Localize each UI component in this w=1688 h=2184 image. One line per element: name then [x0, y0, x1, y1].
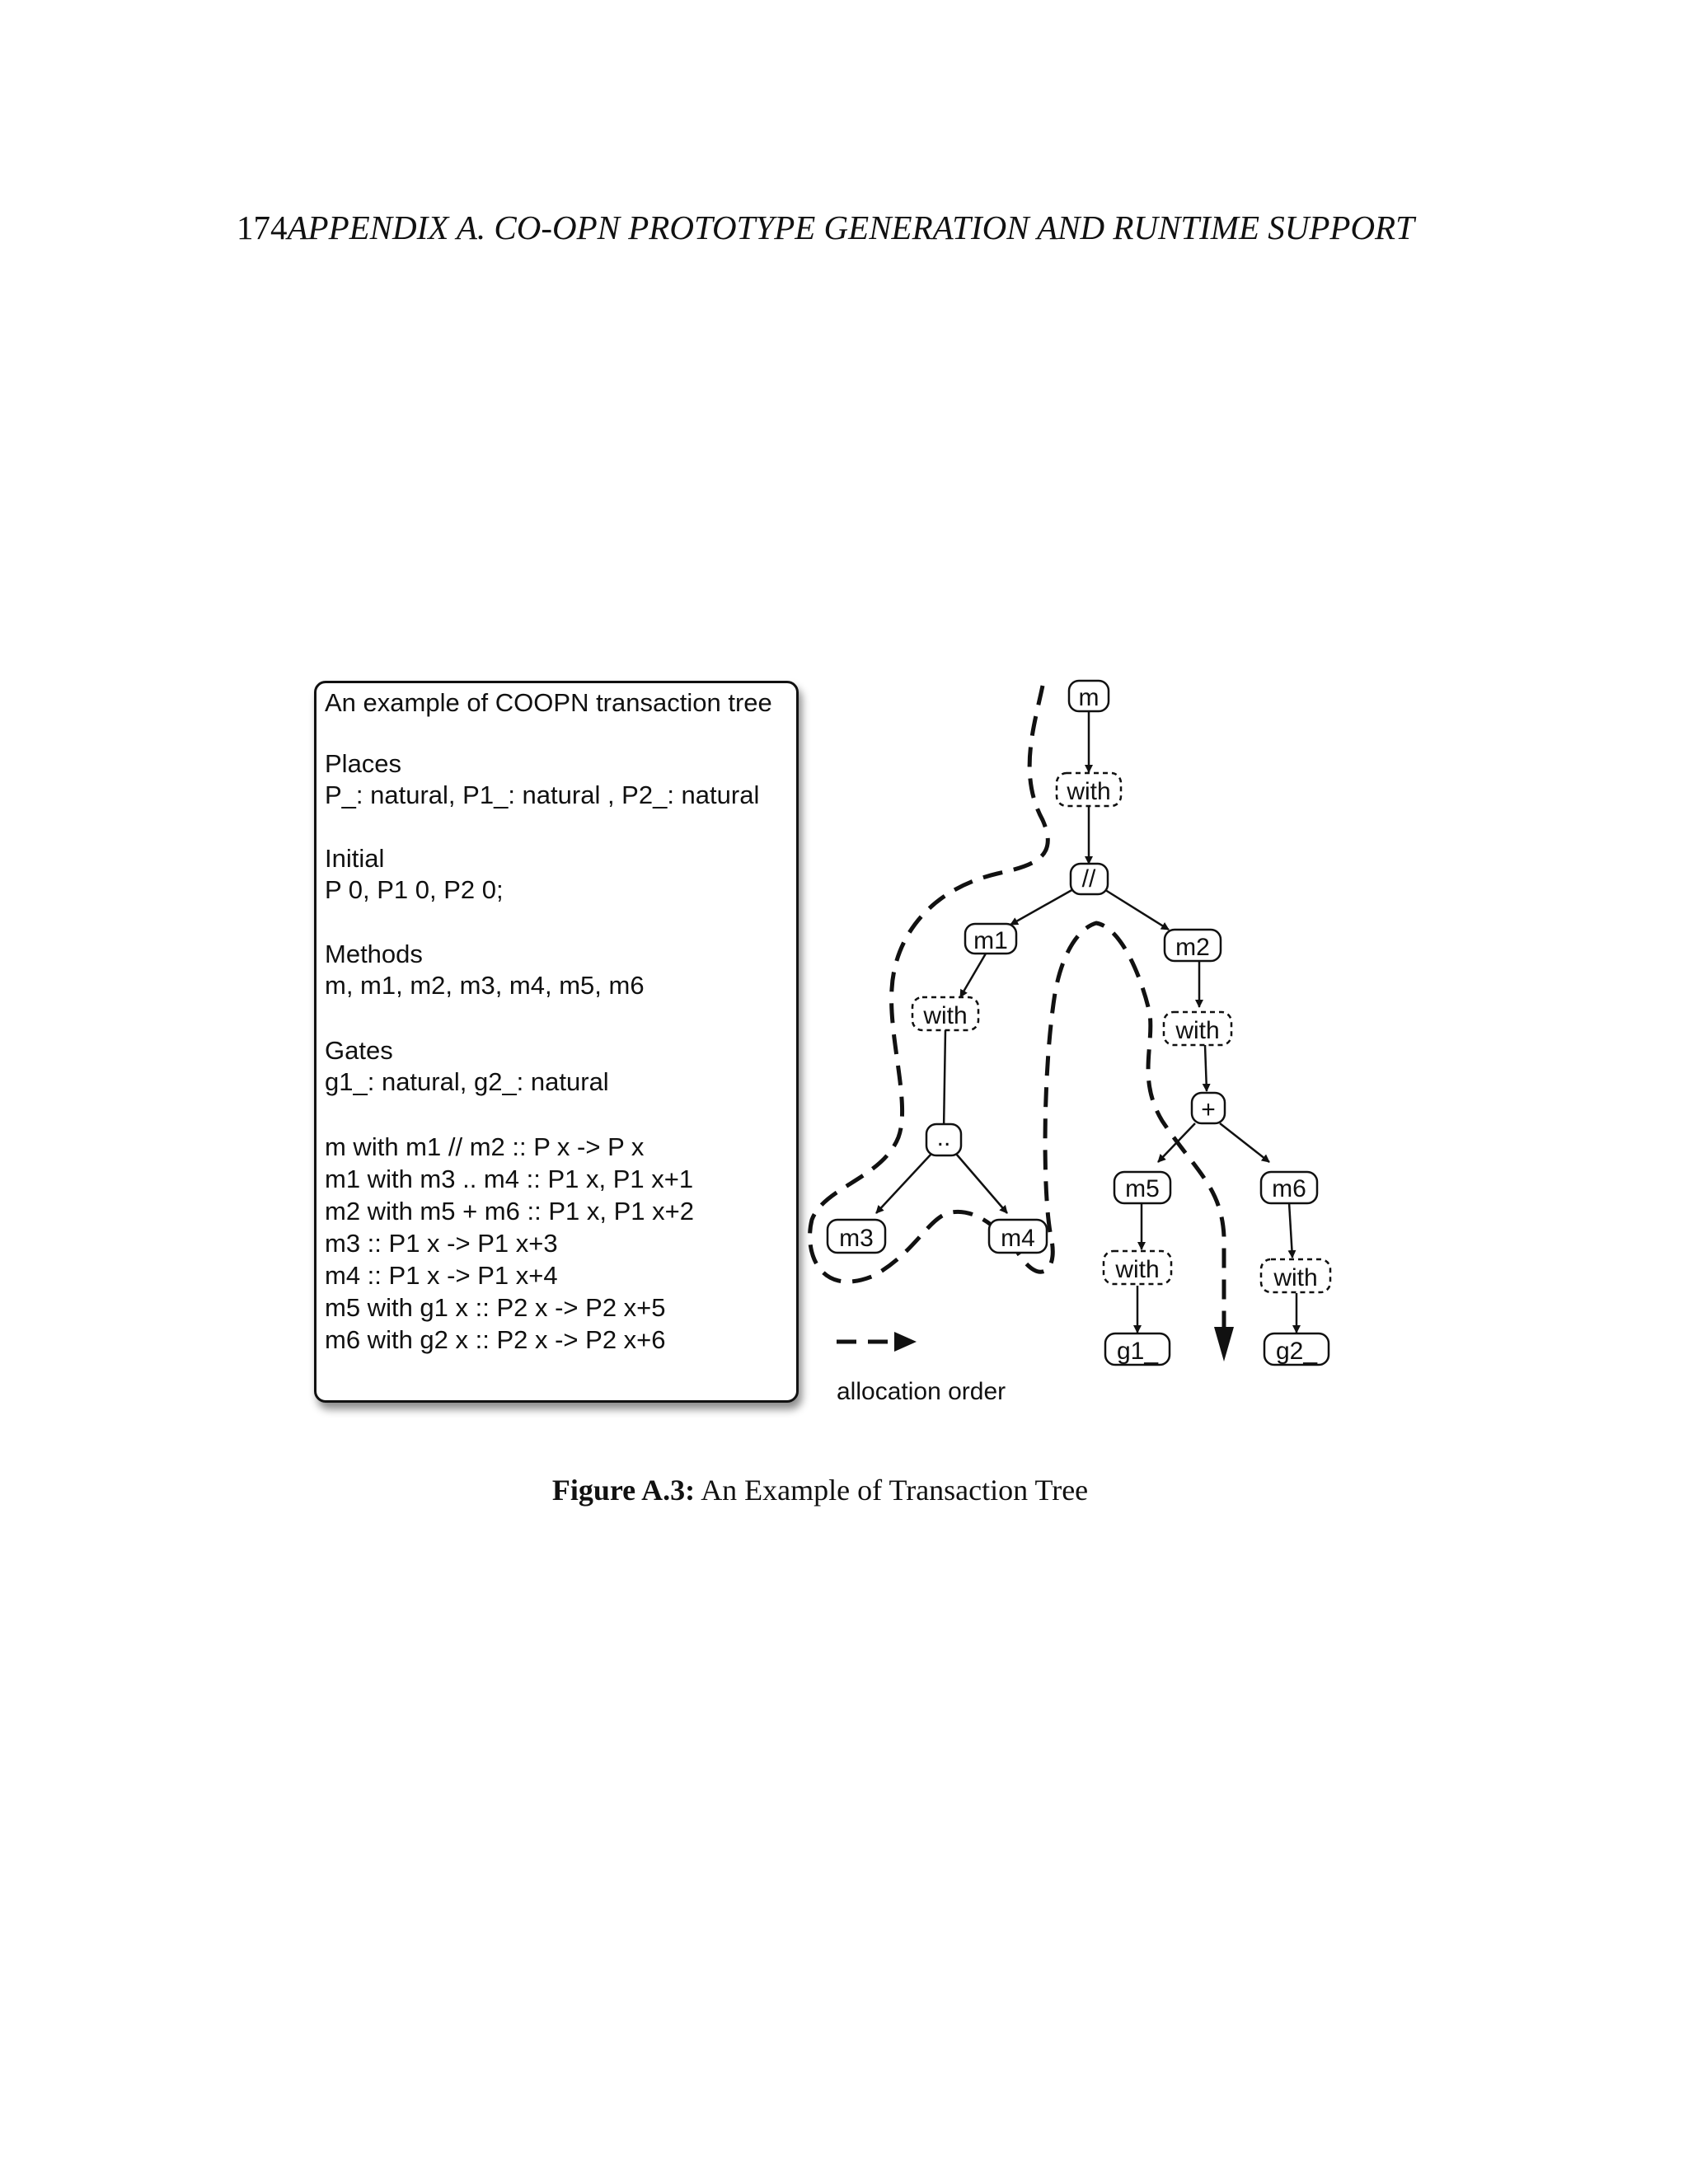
tree-nodes: [828, 681, 1330, 1365]
axiom-line: m3 :: P1 x -> P1 x+3: [325, 1229, 558, 1258]
node-with-m6-label: with: [1273, 1264, 1318, 1291]
edge: [1205, 1045, 1207, 1091]
axiom-line: m1 with m3 .. m4 :: P1 x, P1 x+1: [325, 1165, 694, 1193]
gates-text: g1_: natural, g2_: natural: [325, 1067, 609, 1096]
places-heading: Places: [325, 749, 402, 778]
methods-text: m, m1, m2, m3, m4, m5, m6: [325, 971, 645, 1000]
node-m5-label: m5: [1125, 1175, 1160, 1202]
edge: [1010, 888, 1075, 925]
node-with-m1-label: with: [923, 1002, 968, 1029]
node-m4-label: m4: [1001, 1225, 1035, 1252]
edge: [1289, 1202, 1292, 1258]
edge: [956, 1154, 1007, 1213]
figure-caption-text: An Example of Transaction Tree: [701, 1474, 1089, 1507]
legend-arrowhead: [894, 1332, 917, 1352]
node-m-label: m: [1078, 684, 1100, 711]
axiom-line: m6 with g2 x :: P2 x -> P2 x+6: [325, 1325, 666, 1354]
figure-label: Figure A.3:: [551, 1474, 696, 1507]
node-g2-label: g2_: [1275, 1338, 1318, 1365]
node-alt-label: +: [1201, 1096, 1216, 1123]
axiom-line: m with m1 // m2 :: P x -> P x: [325, 1132, 645, 1161]
node-m2-label: m2: [1175, 934, 1210, 961]
chapter-title: APPENDIX A. CO-OPN PROTOTYPE GENERATION AND RUNTIME SUPPORT: [287, 209, 1414, 246]
allocation-order-arrowhead: [1214, 1327, 1234, 1361]
node-g1-label: g1_: [1116, 1338, 1159, 1365]
initial-heading: Initial: [325, 844, 385, 873]
axiom-line: m5 with g1 x :: P2 x -> P2 x+5: [325, 1293, 666, 1322]
edge: [1103, 888, 1169, 930]
axiom-line: m2 with m5 + m6 :: P1 x, P1 x+2: [325, 1197, 694, 1226]
spec-title: An example of COOPN transaction tree: [325, 688, 772, 717]
node-m6-label: m6: [1272, 1175, 1306, 1202]
initial-text: P 0, P1 0, P2 0;: [325, 875, 504, 904]
legend-label: allocation order: [837, 1378, 1006, 1405]
node-with-m5-label: with: [1115, 1256, 1160, 1283]
node-with-m2-label: with: [1175, 1017, 1220, 1044]
edge: [1220, 1123, 1269, 1162]
gates-heading: Gates: [325, 1036, 393, 1065]
node-with-root-label: with: [1067, 778, 1111, 805]
edge: [960, 954, 986, 997]
edge: [876, 1154, 931, 1213]
page-number: 174: [237, 209, 288, 246]
methods-heading: Methods: [325, 940, 423, 968]
figure-caption: [0, 1473, 1640, 1507]
node-parallel-label: //: [1081, 865, 1096, 893]
places-text: P_: natural, P1_: natural , P2_: natural: [325, 780, 760, 809]
edge: [944, 1030, 945, 1131]
node-m1-label: m1: [973, 927, 1008, 954]
node-seq-label: ..: [936, 1124, 951, 1151]
axiom-line: m4 :: P1 x -> P1 x+4: [325, 1261, 558, 1290]
node-m3-label: m3: [839, 1225, 874, 1252]
